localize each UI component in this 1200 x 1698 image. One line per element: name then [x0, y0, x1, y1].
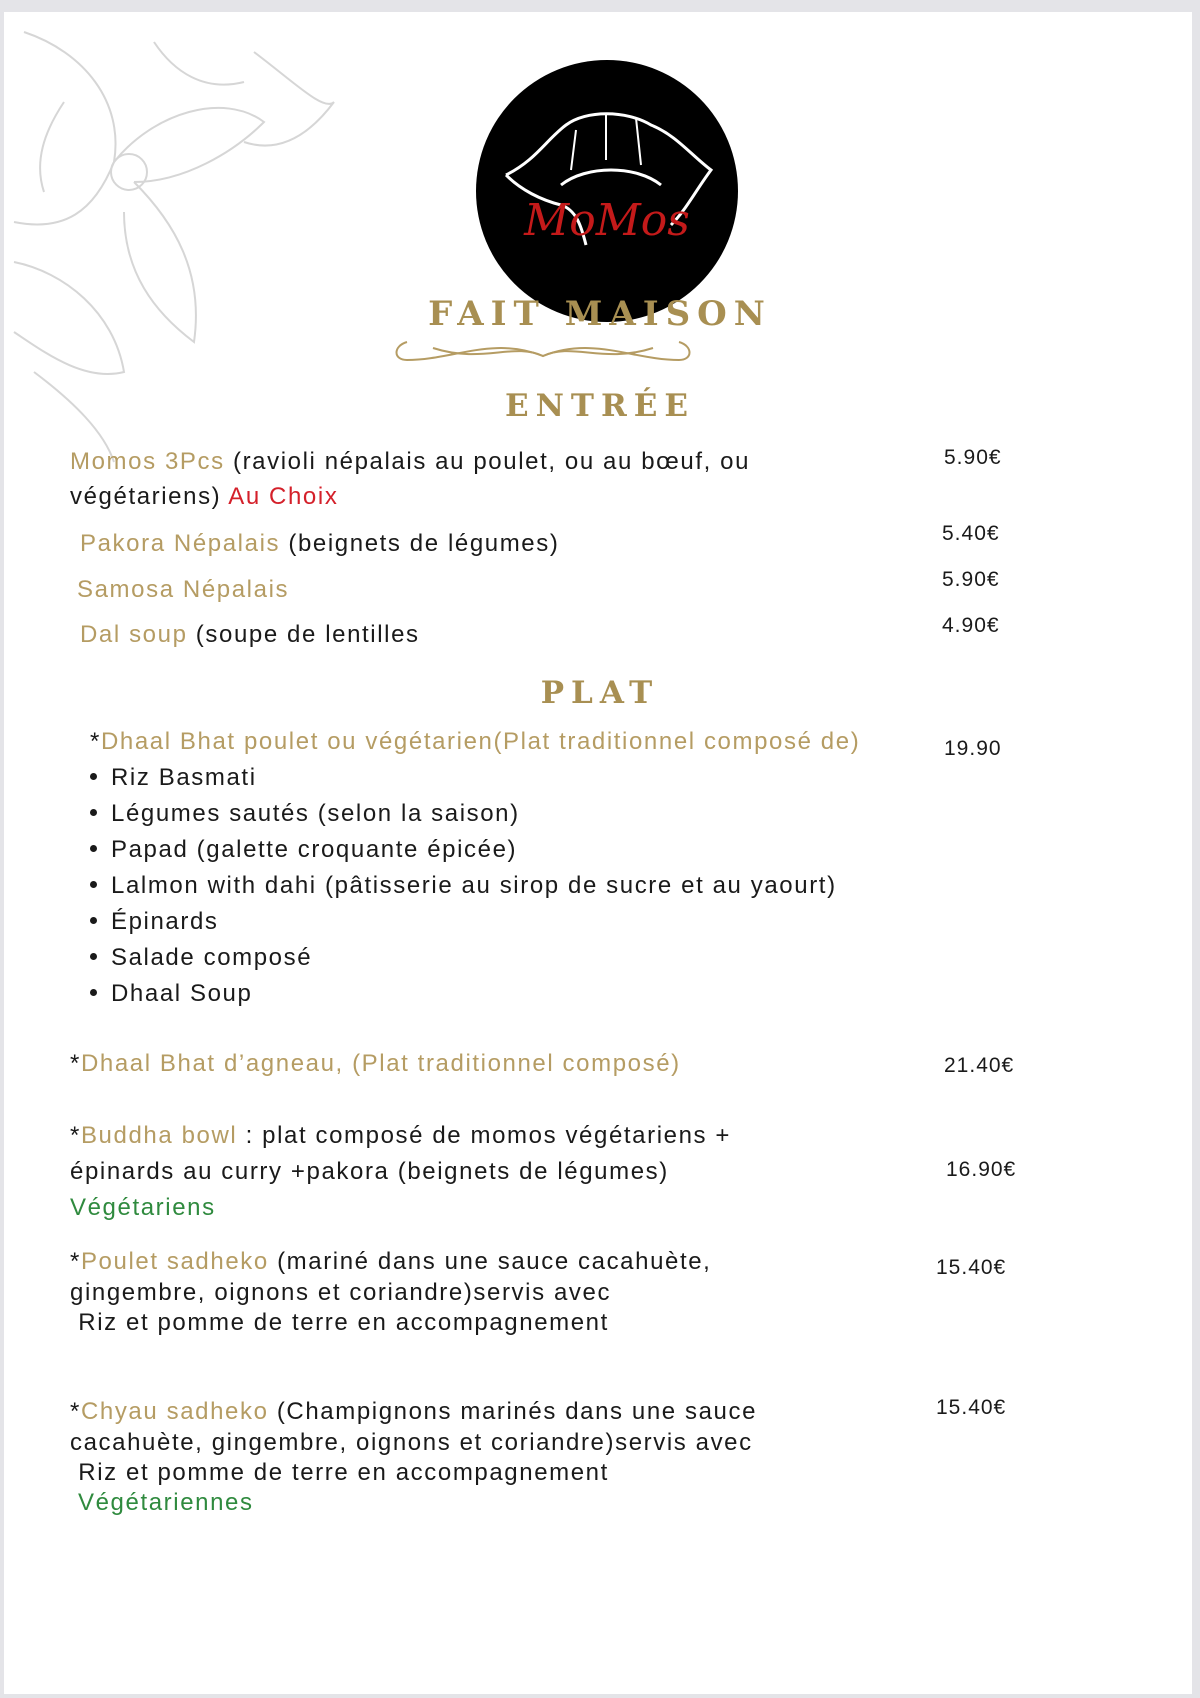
- item-name: Poulet sadheko: [80, 1248, 269, 1275]
- bullet-item: [90, 908, 219, 936]
- header-title: FAIT MAISON: [428, 294, 772, 334]
- item-name: Dhaal Bhat d’agneau, (Plat traditionnel composé): [80, 1050, 681, 1077]
- bullet-text: Dhaal Soup: [111, 980, 253, 1007]
- item-desc: cacahuète, gingembre, oignons et coriandre)servis avec: [70, 1429, 753, 1456]
- section-title-entree: ENTRÉE: [504, 388, 696, 424]
- item-price: 19.90: [944, 737, 1002, 760]
- item-name: Buddha bowl: [80, 1122, 238, 1149]
- bullet-item: [90, 836, 517, 864]
- asterisk: *: [90, 728, 101, 755]
- menu-item-dal-soup: [80, 621, 420, 649]
- menu-item-momos-cont: [70, 483, 338, 511]
- menu-item-dhaal-bhat-agneau: [70, 1050, 681, 1078]
- item-price: 16.90€: [946, 1158, 1017, 1181]
- bullet-item: [90, 800, 520, 828]
- item-desc: (mariné dans une sauce cacahuète,: [268, 1248, 712, 1275]
- item-name: Dal soup: [80, 621, 188, 648]
- item-price: 5.90€: [942, 568, 1000, 591]
- asterisk: *: [70, 1122, 81, 1149]
- item-price: 15.40€: [936, 1396, 1007, 1419]
- item-desc: (ravioli népalais au poulet, ou au bœuf, ou: [224, 448, 751, 475]
- vegetarian-label: Végétariens: [70, 1194, 216, 1221]
- item-desc: (beignets de légumes): [280, 530, 560, 557]
- item-desc: gingembre, oignons et coriandre)servis avec: [70, 1279, 612, 1306]
- bullet-item: [90, 764, 257, 792]
- item-desc: végétariens): [70, 483, 222, 510]
- momos-logo: [476, 60, 738, 322]
- item-desc: (soupe de lentilles: [187, 621, 420, 648]
- menu-item-buddha-bowl: [70, 1122, 731, 1150]
- asterisk: *: [70, 1398, 81, 1425]
- menu-item-pakora: [80, 530, 559, 558]
- item-desc: (Champignons marinés dans une sauce: [268, 1398, 758, 1425]
- item-price: 5.90€: [944, 446, 1002, 469]
- item-desc: Riz et pomme de terre en accompagnement: [70, 1459, 609, 1486]
- item-name: Momos 3Pcs: [70, 448, 225, 475]
- svg-text:MoMos: MoMos: [524, 195, 690, 246]
- menu-item-dhaal-bhat: [90, 728, 860, 756]
- item-desc: épinards au curry +pakora (beignets de légumes): [70, 1158, 669, 1185]
- asterisk: *: [70, 1248, 81, 1275]
- asterisk: *: [70, 1050, 81, 1077]
- bullet-text: Épinards: [111, 908, 219, 935]
- menu-item-poulet-sadheko: [70, 1248, 711, 1276]
- item-price: 4.90€: [942, 614, 1000, 637]
- menu-item-momos: [70, 448, 750, 476]
- item-price: 21.40€: [944, 1054, 1015, 1077]
- item-name: Pakora Népalais: [80, 530, 281, 557]
- bullet-text: Papad (galette croquante épicée): [111, 836, 518, 863]
- item-desc: Riz et pomme de terre en accompagnement: [70, 1309, 609, 1336]
- menu-item-samosa: [77, 576, 289, 604]
- bullet-text: Riz Basmati: [111, 764, 257, 791]
- bullet-item: [90, 944, 312, 972]
- dumpling-icon: [476, 60, 738, 322]
- item-name: Samosa Népalais: [77, 576, 290, 603]
- item-desc: : plat composé de momos végétariens +: [237, 1122, 732, 1149]
- item-name: Dhaal Bhat poulet ou végétarien(Plat traditionnel composé de): [100, 728, 861, 755]
- menu-item-chyau-sadheko: [70, 1398, 757, 1426]
- item-price: 5.40€: [942, 522, 1000, 545]
- bullet-item: [90, 980, 252, 1008]
- ornament-divider: [393, 334, 693, 368]
- bullet-text: Salade composé: [111, 944, 313, 971]
- section-title-plat: PLAT: [540, 675, 660, 711]
- bullet-text: Légumes sautés (selon la saison): [111, 800, 520, 827]
- item-price: 15.40€: [936, 1256, 1007, 1279]
- item-name: Chyau sadheko: [80, 1398, 269, 1425]
- vegetarian-label: Végétariennes: [78, 1489, 254, 1516]
- bullet-text: Lalmon with dahi (pâtisserie au sirop de sucre et au yaourt): [111, 872, 837, 899]
- item-note: Au Choix: [228, 483, 339, 510]
- bullet-item: [90, 872, 837, 900]
